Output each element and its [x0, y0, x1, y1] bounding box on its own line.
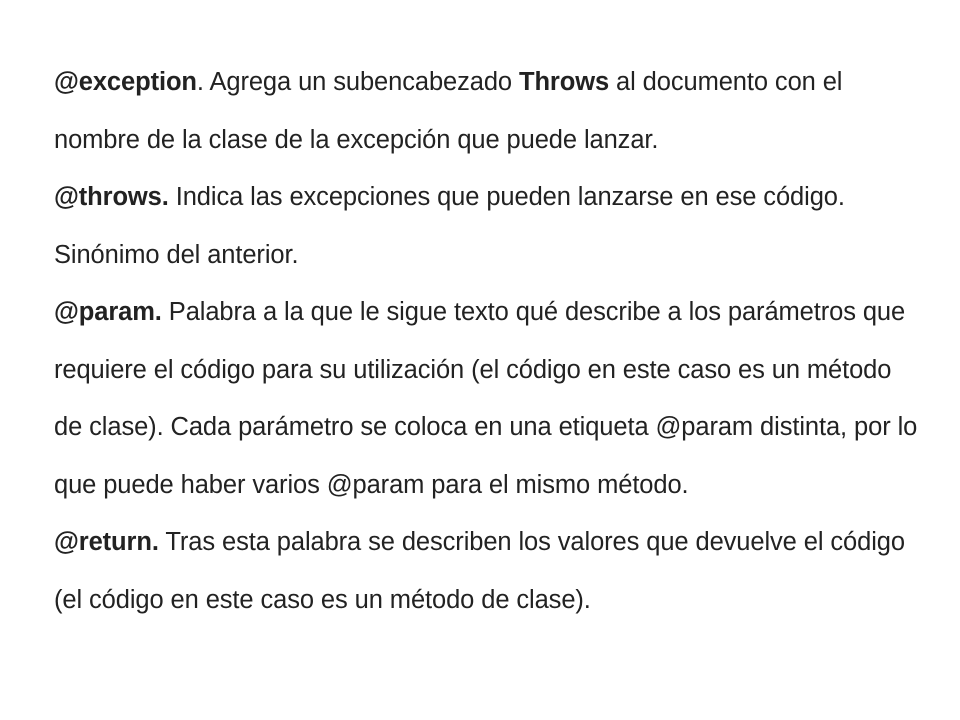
- text-segment: Palabra a la que le sigue texto qué describe a los parámetros que requiere el código para su utilización (el código en este caso es un método de clase). Cada parámetro se coloca en una etiqueta @param distinta, por lo que puede haber varios @param para el mismo método.: [54, 298, 918, 499]
- paragraph-throws: [54, 169, 926, 284]
- term-throws: Throws: [518, 68, 610, 96]
- text-segment: Indica las excepciones que pueden lanzarse en ese código. Sinónimo del anterior.: [54, 183, 845, 269]
- paragraph-return: [54, 514, 926, 629]
- tag-param: @param.: [54, 298, 162, 326]
- tag-exception: @exception: [54, 68, 197, 96]
- text-segment: al documento con el nombre de la clase de la excepción que puede lanzar.: [54, 68, 843, 154]
- text-segment: Tras esta palabra se describen los valores que devuelve el código (el código en este caso es un método de clase).: [54, 528, 905, 614]
- paragraph-param: [54, 284, 926, 514]
- tag-throws: @throws.: [54, 183, 169, 211]
- tag-return: @return.: [54, 528, 159, 556]
- text-segment: . Agrega un subencabezado: [196, 68, 519, 96]
- paragraph-exception: [54, 54, 926, 169]
- slide-body-text: [54, 54, 926, 629]
